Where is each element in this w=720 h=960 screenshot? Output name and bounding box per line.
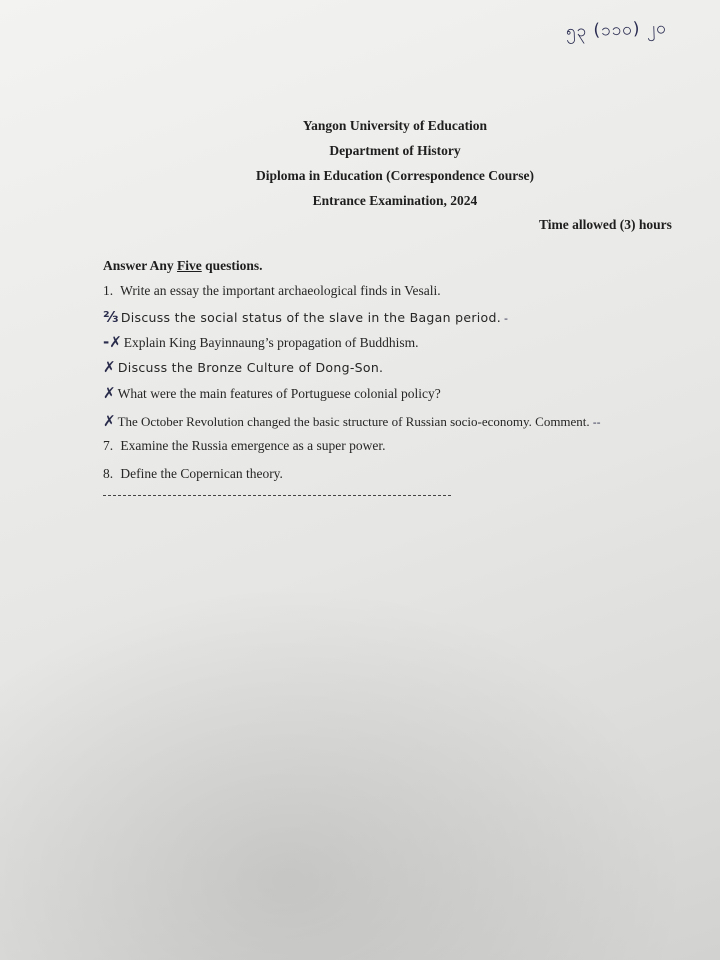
question-text: Define the Copernican theory. <box>120 466 283 481</box>
question-5 <box>103 384 441 402</box>
pen-mark-icon: -✗ <box>103 333 122 351</box>
instruction-emphasis: Five <box>177 258 202 273</box>
handwritten-note: ၅၃ (၁၁၀) ၂၀ <box>565 18 668 42</box>
question-1 <box>103 283 441 299</box>
exam-title: Entrance Examination, 2024 <box>312 193 478 208</box>
pen-dash-mark: - <box>504 312 509 325</box>
university-name: Yangon University of Education <box>302 118 488 133</box>
question-8 <box>103 466 283 482</box>
pen-mark-icon: ✗ <box>103 384 116 402</box>
question-text: Discuss the social status of the slave in the Bagan period. <box>120 310 502 325</box>
pen-dash-mark: -- <box>592 416 601 429</box>
question-text: The October Revolution changed the basic structure of Russian socio-economy. Comment. <box>117 414 590 429</box>
question-number: 1. <box>103 283 114 298</box>
question-text: What were the main features of Portuguese colonial policy? <box>117 386 441 401</box>
instruction-suffix: questions. <box>201 258 263 273</box>
question-number: 7. <box>103 438 114 453</box>
question-6 <box>103 412 601 430</box>
question-3 <box>103 333 419 351</box>
question-text: Explain King Bayinnaung’s propagation of Buddhism. <box>123 335 419 350</box>
department-name: Department of History <box>329 143 461 158</box>
pen-mark-icon: ✗ <box>103 412 116 430</box>
question-text: Discuss the Bronze Culture of Dong-Son. <box>117 360 384 375</box>
time-allowed: Time allowed (3) hours <box>539 217 672 232</box>
question-7 <box>103 438 386 454</box>
question-2 <box>103 308 508 326</box>
question-text: Write an essay the important archaeological finds in Vesali. <box>120 283 441 298</box>
instruction-prefix: Answer Any <box>103 258 178 273</box>
course-name: Diploma in Education (Correspondence Course) <box>255 168 534 183</box>
question-number: 8. <box>103 466 114 481</box>
question-4 <box>103 358 383 376</box>
pen-mark-icon: ⅔ <box>103 308 119 326</box>
instruction <box>103 258 263 274</box>
question-text: Examine the Russia emergence as a super power. <box>120 438 386 453</box>
pen-mark-icon: ✗ <box>103 358 116 376</box>
dashed-divider <box>103 495 451 496</box>
